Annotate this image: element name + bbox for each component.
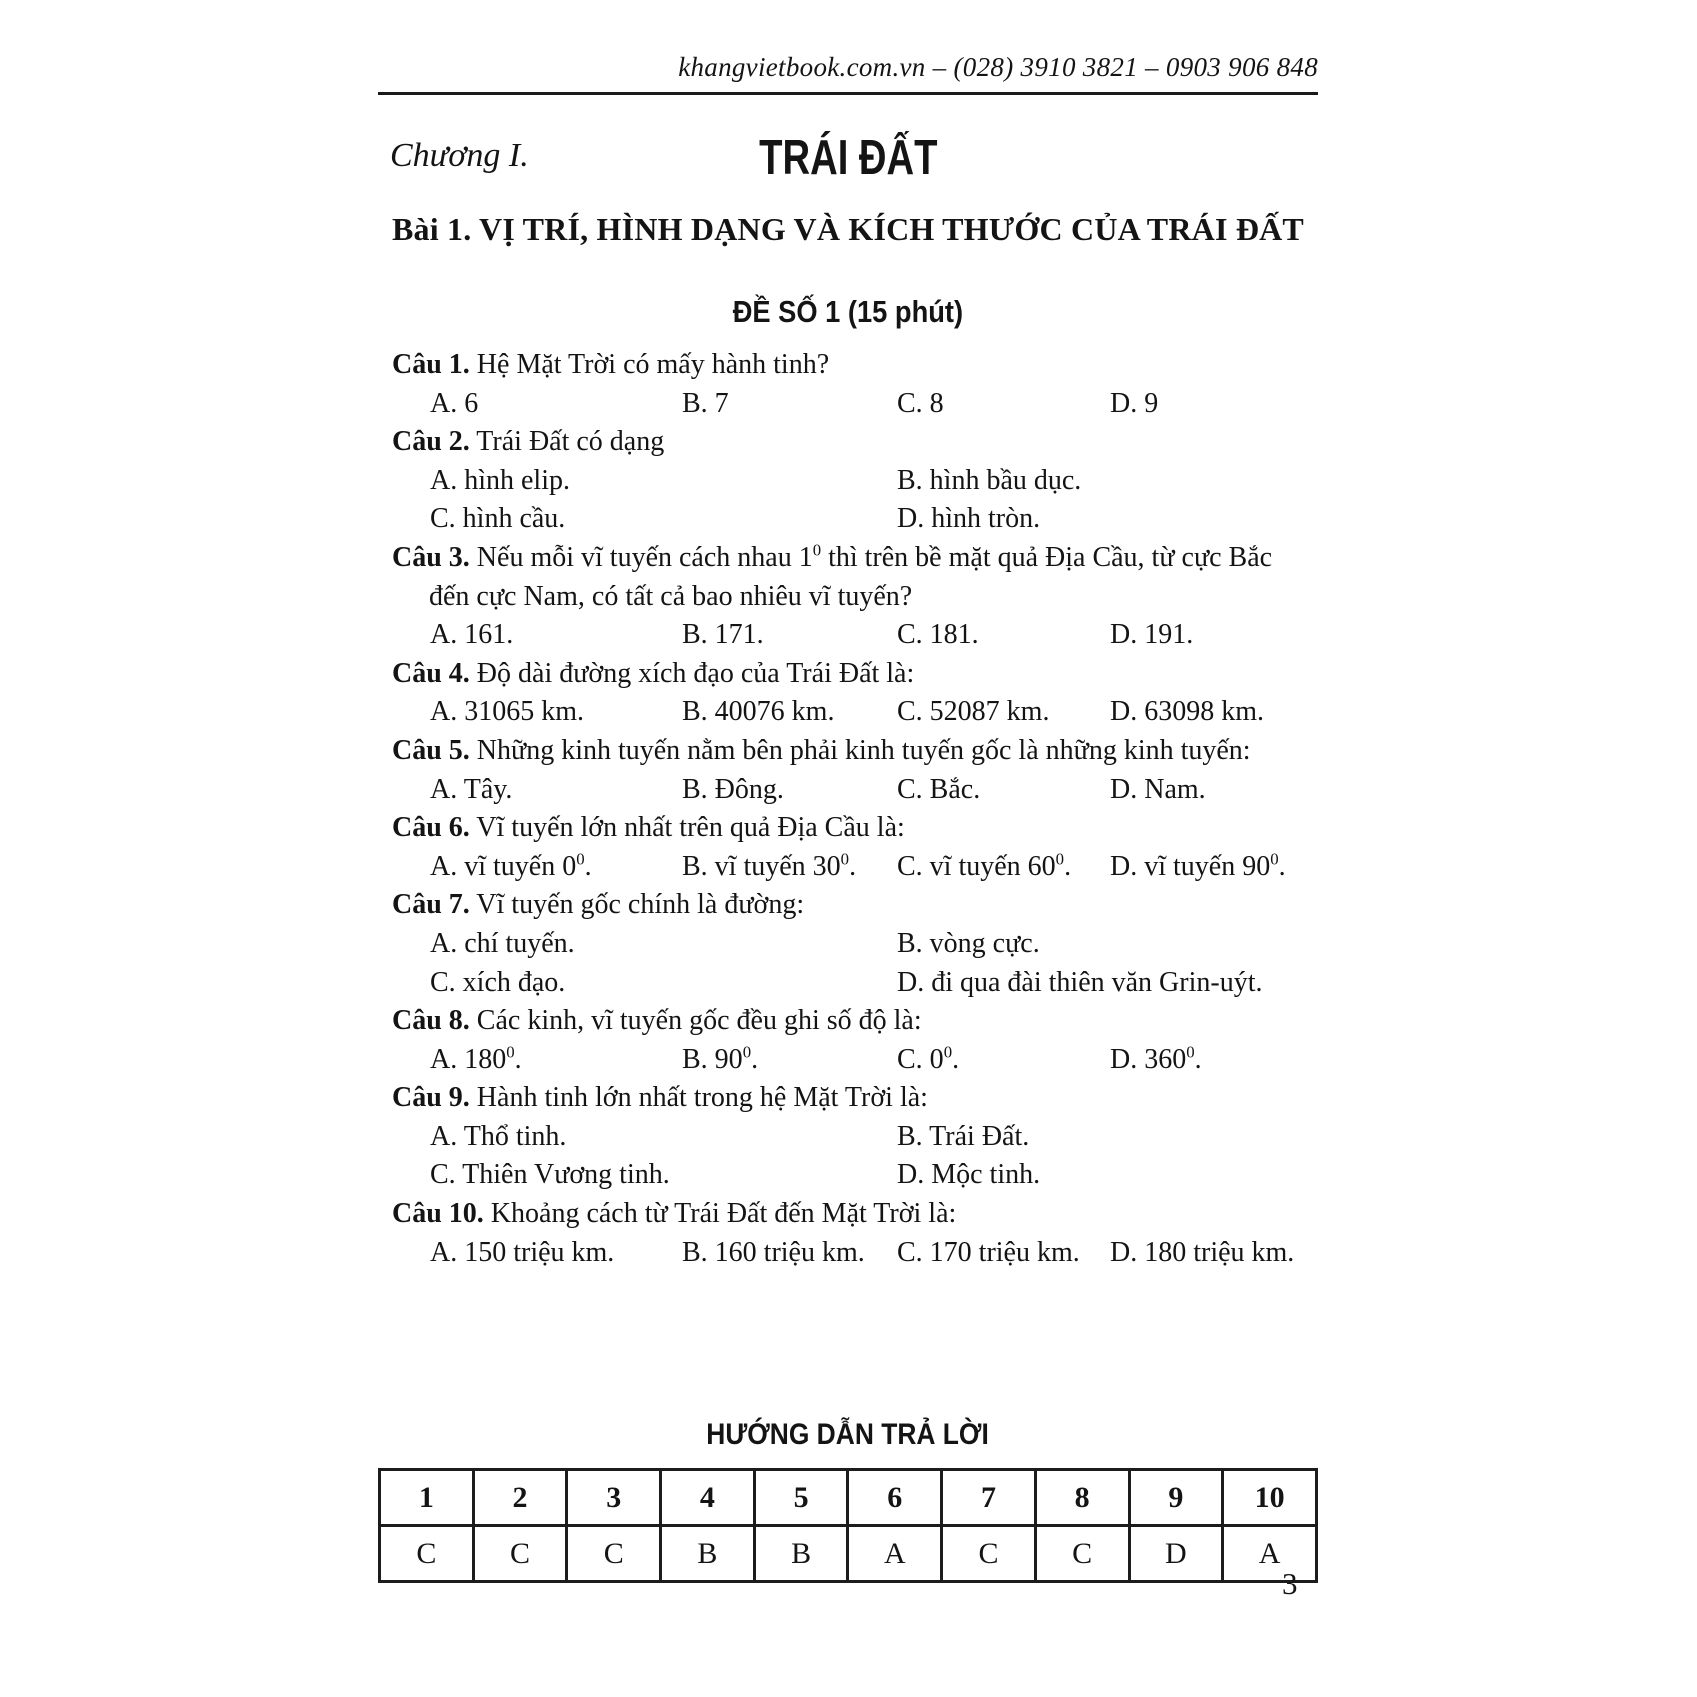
answer-key-number-cell: 8: [1035, 1470, 1129, 1526]
superscript: 0: [576, 849, 585, 869]
question-options: [430, 925, 1318, 1002]
answer-key-section: [378, 1418, 1318, 1583]
question-3: [378, 539, 1318, 655]
answer-option: C. 8: [897, 387, 944, 419]
superscript: 0: [742, 1042, 752, 1062]
answer-key-number-cell: 9: [1129, 1470, 1223, 1526]
chapter-heading-row: [378, 129, 1318, 187]
answer-option: C. Thiên Vương tinh.: [430, 1159, 670, 1191]
answer-option: B. hình bầu dục.: [897, 464, 1082, 496]
answer-option: A. $180^0$.: [430, 1042, 522, 1075]
answer-key-answer-cell: C: [567, 1526, 661, 1582]
answer-key-number-cell: 2: [473, 1470, 567, 1526]
answer-key-number-cell: 3: [567, 1470, 661, 1526]
question-text: Câu 3. Nếu mỗi vĩ tuyến cách nhau $1^0$ thì trên bề mặt quả Địa Cầu, từ cực Bắc đến cực Nam, có tất cả bao nhiêu vĩ tuyến?: [392, 540, 1273, 612]
answer-option: B. $90^0$.: [682, 1042, 759, 1075]
answer-key-number-cell: 4: [661, 1470, 755, 1526]
question-text: Câu 7. Vĩ tuyến gốc chính là đường:: [392, 889, 805, 921]
answer-option: D. 180 triệu km.: [1110, 1236, 1295, 1268]
lesson-title: Bài 1. VỊ TRÍ, HÌNH DẠNG VÀ KÍCH THƯỚC CỦA TRÁI ĐẤT: [392, 211, 1304, 247]
answer-option: B. 7: [682, 387, 729, 419]
answer-option: B. 160 triệu km.: [682, 1236, 865, 1268]
answer-option: C. 170 triệu km.: [897, 1236, 1080, 1268]
answer-option: D. Nam.: [1110, 773, 1206, 805]
question-text: Câu 4. Độ dài đường xích đạo của Trái Đất là:: [392, 657, 915, 689]
chapter-label: Chương I.: [390, 137, 529, 174]
page-content: [378, 52, 1318, 1583]
questions: [378, 346, 1318, 1272]
question-text: Câu 10. Khoảng cách từ Trái Đất đến Mặt Trời là:: [392, 1198, 957, 1230]
answer-option: C. vĩ tuyến $60^0$.: [897, 849, 1072, 882]
answer-option: A. Tây.: [430, 773, 513, 805]
question-7: [378, 886, 1318, 1002]
answer-option: A. 161.: [430, 619, 514, 651]
question-options: [430, 616, 1318, 655]
superscript: 0: [1055, 849, 1065, 869]
page-number: 3: [1282, 1566, 1298, 1601]
answer-option: B. vòng cực.: [897, 927, 1040, 959]
answer-key-answer-cell: B: [661, 1526, 755, 1582]
question-label: Câu 8.: [392, 1005, 470, 1037]
question-text: Câu 1. Hệ Mặt Trời có mấy hành tinh?: [392, 349, 830, 380]
answer-key-answer-cell: C: [473, 1526, 567, 1582]
answer-key-answer-cell: C: [1035, 1526, 1129, 1582]
question-options: [430, 771, 1318, 810]
question-text: Câu 9. Hành tinh lớn nhất trong hệ Mặt Trời là:: [392, 1082, 928, 1114]
question-text: Câu 6. Vĩ tuyến lớn nhất trên quả Địa Cầu là:: [392, 812, 905, 844]
answer-option: C. xích đạo.: [430, 966, 566, 998]
answer-option: A. Thổ tinh.: [430, 1120, 567, 1152]
answer-option: C. hình cầu.: [430, 503, 566, 535]
answer-option: B. vĩ tuyến $30^0$.: [682, 849, 857, 882]
answer-option: A. 150 triệu km.: [430, 1236, 615, 1268]
answer-option: D. 9: [1110, 387, 1159, 419]
question-options: [430, 462, 1318, 539]
answer-key-title-text: HƯỚNG DẪN TRẢ LỜI: [706, 1418, 990, 1452]
question-label: Câu 6.: [392, 812, 470, 844]
running-header-contact: khangvietbook.com.vn – (028) 3910 3821 – 0903 906 848: [378, 52, 1318, 95]
question-6: [378, 809, 1318, 886]
question-label: Câu 2.: [392, 426, 470, 458]
superscript: 0: [812, 540, 822, 560]
answer-key-answer-cell: A: [1223, 1526, 1317, 1582]
answer-option: C. Bắc.: [897, 773, 981, 805]
answer-key-answer-cell: C: [380, 1526, 474, 1582]
answer-key-number-cell: 10: [1223, 1470, 1317, 1526]
answer-key-answer-cell: C: [942, 1526, 1036, 1582]
answer-option: D. hình tròn.: [897, 503, 1041, 535]
answer-option: C. 181.: [897, 619, 979, 651]
answer-key-number-cell: 1: [380, 1470, 474, 1526]
answer-option: A. hình elip.: [430, 464, 570, 496]
question-label: Câu 10.: [392, 1198, 484, 1230]
question-options: [430, 1041, 1318, 1080]
question-10: [378, 1195, 1318, 1272]
question-options: [430, 693, 1318, 732]
question-1: [378, 346, 1318, 423]
test-title: [378, 294, 1318, 330]
question-4: [378, 655, 1318, 732]
question-label: Câu 1.: [392, 349, 470, 380]
superscript: 0: [506, 1042, 515, 1062]
answer-option: B. 40076 km.: [682, 696, 835, 728]
question-5: [378, 732, 1318, 809]
answer-key-number-cell: 7: [942, 1470, 1036, 1526]
question-9: [378, 1079, 1318, 1195]
answer-option: D. vĩ tuyến $90^0$.: [1110, 849, 1286, 882]
superscript: 0: [1270, 849, 1279, 869]
answer-key-answer-row: [380, 1526, 1317, 1582]
answer-option: B. Đông.: [682, 773, 784, 805]
question-options: [430, 1118, 1318, 1195]
question-options: [430, 1234, 1318, 1273]
question-2: [378, 423, 1318, 539]
question-text: Câu 5. Những kinh tuyến nằm bên phải kinh tuyến gốc là những kinh tuyến:: [392, 734, 1251, 766]
answer-option: B. Trái Đất.: [897, 1120, 1030, 1152]
answer-key-number-cell: 6: [848, 1470, 942, 1526]
chapter-title-text: TRÁI ĐẤT: [758, 131, 938, 185]
answer-option: D. đi qua đài thiên văn Grin-uýt.: [897, 966, 1263, 998]
answer-option: D. $360^0$.: [1110, 1042, 1202, 1075]
answer-key-title: [378, 1418, 1318, 1452]
test-title-text: ĐỀ SỐ 1 (15 phút): [732, 294, 964, 329]
answer-option: D. 191.: [1110, 619, 1194, 651]
answer-option: A. 6: [430, 387, 479, 419]
answer-option: A. vĩ tuyến $0^0$.: [430, 849, 592, 882]
answer-key-number-row: [380, 1470, 1317, 1526]
question-8: [378, 1002, 1318, 1079]
answer-key-answer-cell: B: [754, 1526, 848, 1582]
superscript: 0: [840, 849, 850, 869]
answer-option: D. 63098 km.: [1110, 696, 1264, 728]
answer-option: A. chí tuyến.: [430, 927, 575, 959]
question-options: [430, 848, 1318, 887]
question-label: Câu 9.: [392, 1082, 470, 1114]
answer-option: B. 171.: [682, 619, 764, 651]
question-text: Câu 2. Trái Đất có dạng: [392, 426, 665, 458]
question-label: Câu 7.: [392, 889, 470, 921]
answer-option: C. 52087 km.: [897, 696, 1050, 728]
question-text: Câu 8. Các kinh, vĩ tuyến gốc đều ghi số độ là:: [392, 1005, 922, 1037]
answer-key-number-cell: 5: [754, 1470, 848, 1526]
answer-key-answer-cell: A: [848, 1526, 942, 1582]
answer-key-table: [378, 1468, 1318, 1583]
answer-option: C. $0^0$.: [897, 1042, 960, 1075]
superscript: 0: [943, 1042, 953, 1062]
superscript: 0: [1186, 1042, 1195, 1062]
question-label: Câu 3.: [392, 541, 470, 573]
question-label: Câu 4.: [392, 657, 470, 689]
question-options: [430, 385, 1318, 424]
answer-key-answer-cell: D: [1129, 1526, 1223, 1582]
question-label: Câu 5.: [392, 734, 470, 766]
answer-option: A. 31065 km.: [430, 696, 584, 728]
answer-option: D. Mộc tinh.: [897, 1159, 1041, 1191]
